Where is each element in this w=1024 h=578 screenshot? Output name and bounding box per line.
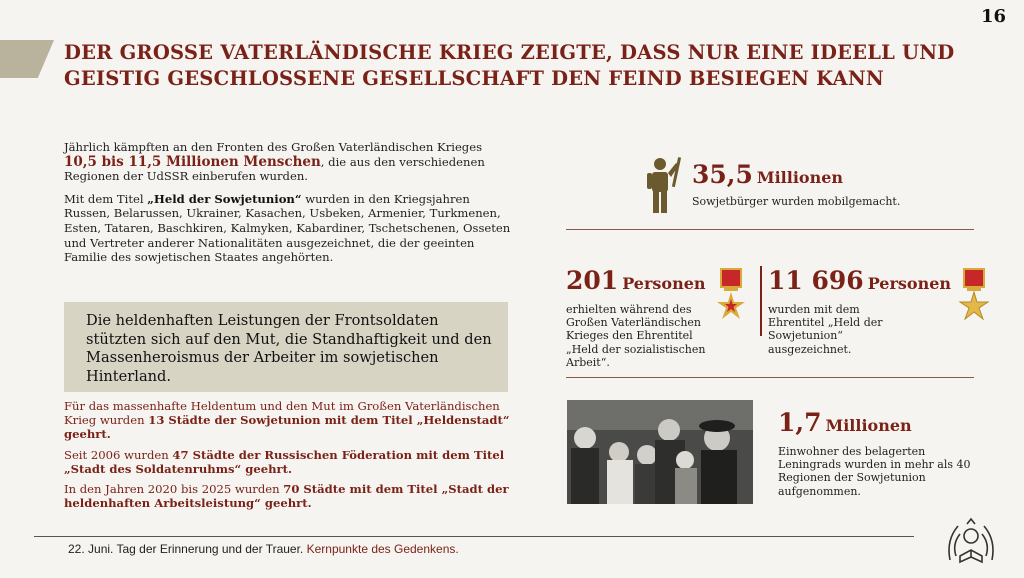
- stat-labor-heroes-desc: erhielten während des Großen Vaterländischen Krieges den Ehrentitel „Held der sozialistischen Arbeit“.: [566, 303, 706, 369]
- r1-before: Für das massenhafte Heldentum und den Mut im Großen Vaterländischen Krieg wurden: [64, 399, 500, 428]
- title-tab-decoration: [0, 40, 54, 78]
- paragraph-labor-valor: [64, 482, 514, 510]
- divider-2: [566, 377, 974, 378]
- stat-mobilized: [692, 160, 992, 208]
- soldier-salute-icon: [643, 155, 685, 215]
- stat-separator: [760, 266, 762, 336]
- stat-soviet-heroes-number: [768, 266, 988, 295]
- footer-text: 22. Juni. Tag der Erinnerung und der Trauer.: [68, 542, 304, 556]
- stat-soviet-heroes-unit: Personen: [867, 274, 952, 293]
- p1-after: , die aus den verschiedenen Regionen der UdSSR einberufen wurden.: [64, 154, 485, 184]
- paragraph-military-glory: [64, 448, 514, 476]
- hero-star-medal-icon: [957, 268, 991, 330]
- stat-leningrad-unit: Millionen: [825, 416, 912, 435]
- p1-before: Jährlich kämpften an den Fronten des Großen Vaterländischen Krieges: [64, 140, 483, 154]
- page-title: DER GROSSE VATERLÄNDISCHE KRIEG ZEIGTE, DASS NUR EINE IDEELL UND GEISTIG GESCHLOSSENE GESELLSCHAFT DEN FEIND BESIEGEN KANN: [64, 41, 955, 90]
- p2-before: Mit dem Titel: [64, 191, 148, 206]
- divider-1: [566, 229, 974, 230]
- stat-mobilized-number: [692, 160, 992, 189]
- emblem-logo-icon: [942, 516, 1000, 568]
- footer: [68, 542, 459, 556]
- r2-bold: 47 Städte der Russischen Föderation mit dem Titel „Stadt des Soldatenruhms“ geehrt.: [64, 447, 505, 476]
- leningrad-children-photo: [567, 400, 753, 504]
- paragraph-heroes: [64, 192, 514, 265]
- stat-mobilized-value: 35,5: [692, 160, 753, 189]
- hero-cities-text: [64, 399, 514, 510]
- intro-text: [64, 140, 514, 265]
- quote-box: Die heldenhaften Leistungen der Frontsoldaten stützten sich auf den Mut, die Standhaftigkeit und den Massenheroismus der Arbeiter im sowjetischen Hinterland.: [64, 302, 508, 392]
- stat-leningrad-desc: Einwohner des belagerten Leningrads wurden in mehr als 40 Regionen der Sowjetunion aufgenommen.: [778, 445, 971, 498]
- p2-bold: „Held der Sowjetunion“: [147, 191, 302, 206]
- footer-divider: [34, 536, 914, 537]
- hero-of-labor-medal-icon: [714, 268, 748, 330]
- stat-leningrad: [778, 408, 978, 498]
- stat-labor-heroes-unit: Personen: [622, 274, 706, 293]
- stat-labor-heroes-value: 201: [566, 266, 619, 295]
- paragraph-fighters: [64, 140, 514, 184]
- p1-highlight: 10,5 bis 11,5 Millionen Menschen: [64, 153, 321, 170]
- p2-after: wurden in den Kriegsjahren Russen, Belarussen, Ukrainer, Kasachen, Usbeken, Armenier, Turkmenen, Esten, Tataren, Baschkiren, Kalmyken, Kabardiner, Tschetschenen, Osseten und Vertreter anderer Nationalitäten ausgezeichnet, die der geeinten Familie des sowjetischen Staates angehörten.: [64, 191, 511, 265]
- stat-leningrad-number: [778, 408, 978, 437]
- paragraph-hero-cities: [64, 399, 514, 442]
- footer-accent: Kernpunkte des Gedenkens.: [306, 542, 459, 556]
- stat-soviet-heroes-desc: wurden mit dem Ehrentitel „Held der Sowjetunion“ ausgezeichnet.: [768, 303, 883, 356]
- r3-bold: 70 Städte mit dem Titel „Stadt der heldenhaften Arbeitsleistung“ geehrt.: [64, 482, 509, 511]
- r2-before: Seit 2006 wurden: [64, 447, 173, 462]
- page-number: 16: [980, 6, 1006, 27]
- stat-mobilized-unit: Millionen: [756, 168, 844, 187]
- r3-before: In den Jahren 2020 bis 2025 wurden: [64, 482, 284, 497]
- stat-soviet-heroes: [768, 266, 988, 356]
- r1-bold: 13 Städte der Sowjetunion mit dem Titel „Heldenstadt“ geehrt.: [64, 413, 510, 442]
- stat-mobilized-desc: Sowjetbürger wurden mobilgemacht.: [692, 195, 901, 208]
- stat-leningrad-value: 1,7: [778, 408, 822, 437]
- stat-soviet-heroes-value: 11 696: [768, 266, 864, 295]
